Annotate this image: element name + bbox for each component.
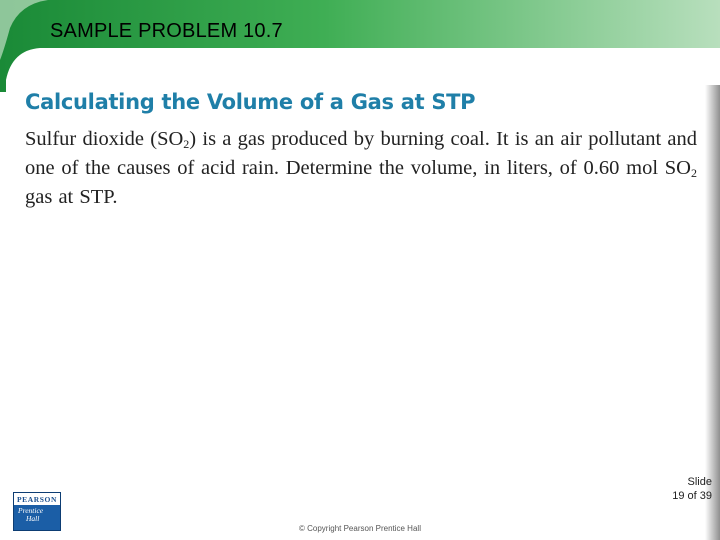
problem-heading: Calculating the Volume of a Gas at STP xyxy=(25,90,476,114)
problem-text-part-1: Sulfur dioxide (SO xyxy=(25,128,184,150)
subscript-2: 2 xyxy=(691,166,697,180)
right-gray-bar xyxy=(705,85,720,540)
slide-count: 19 of 39 xyxy=(672,490,712,502)
problem-text-part-3: gas at STP. xyxy=(25,186,118,208)
header-green-band xyxy=(0,0,720,92)
problem-text-part-2: ) is a gas produced by burning coal. It is an air pollutant and one of the causes of acid rain. Determine the volume, in liters, of 0.60 mol SO xyxy=(25,128,698,179)
logo-pearson-text: PEARSON xyxy=(16,494,58,504)
slide-header-title: SAMPLE PROBLEM 10.7 xyxy=(50,20,283,42)
copyright-notice: © Copyright Pearson Prentice Hall xyxy=(299,524,421,533)
problem-statement xyxy=(25,125,697,212)
logo-prentice-text: Prentice xyxy=(18,506,44,515)
logo-top-band xyxy=(14,493,60,505)
slide-label: Slide xyxy=(687,476,712,488)
logo-hall-text: Hall xyxy=(26,514,40,523)
subscript-1: 2 xyxy=(183,137,190,151)
slide-number xyxy=(672,475,712,503)
